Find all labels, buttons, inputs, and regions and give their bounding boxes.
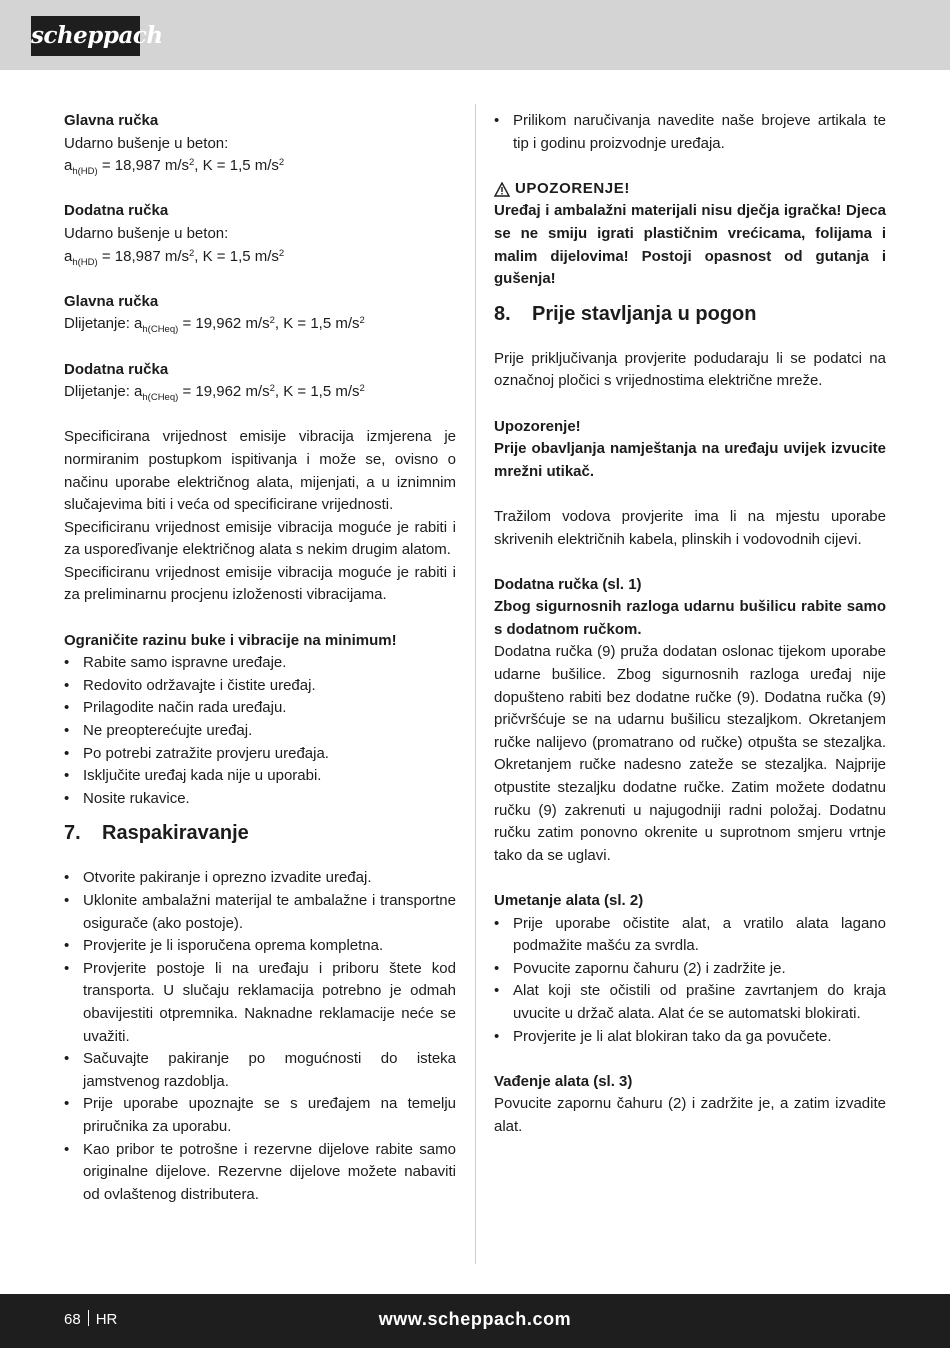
vib-value: $a_{h(HD)} = 18,987$ $m/s^2$, K = 1,5 $m/s^2$	[64, 157, 285, 178]
vibration-main-hammer	[64, 110, 456, 178]
list-item: • Sačuvajte pakiranje po mogućnosti do isteka jamstvenog razdoblja.	[64, 1048, 456, 1093]
limit-title: Ograničite razinu buke i vibracije na minimum!	[64, 631, 397, 649]
warning-block	[494, 178, 886, 291]
warning-text: Uređaj i ambalažni materijali nisu dječja igračka! Djeca se ne smiju igrati plastičnim vrećicama, folijama i malim dijelovima! Postoji opasnost od gutanja i gušenja!	[494, 202, 886, 288]
vibration-main-chisel	[64, 291, 456, 336]
vib-value: Dlijetanje: $a_{h(CHeq)} = 19,962$ $m/s^2$, K = 1,5 $m/s^2$	[64, 315, 365, 336]
right-column	[494, 110, 886, 1139]
page-header	[0, 0, 950, 70]
list-item: • Provjerite je li isporučena oprema kompletna.	[64, 935, 456, 958]
page-number: 68 HR	[64, 1311, 118, 1328]
vibration-aux-chisel	[64, 359, 456, 404]
list-item: • Uklonite ambalažni materijal te ambalažne i transportne osigurače (ako postoje).	[64, 890, 456, 935]
vib-title: Dodatna ručka	[64, 202, 169, 220]
remove-tool-paragraph: Povucite zapornu čahuru (2) i zadržite je, a zatim izvadite alat.	[494, 1095, 886, 1135]
section-heading-unpacking: 7. Raspakiravanje	[64, 822, 249, 845]
list-item: • Prije uporabe očistite alat, a vratilo alata lagano podmažite mašću za svrdla.	[494, 913, 886, 958]
order-list	[494, 110, 886, 155]
caution-title: Upozorenje!	[494, 417, 581, 435]
list-item: • Provjerite je li alat blokiran tako da ga povučete.	[494, 1026, 886, 1049]
spec-paragraph: Specificiranu vrijednost emisije vibracija moguće je rabiti i za usporeďivanje električnog alata s nekim drugim alatom.	[64, 518, 456, 559]
list-item: • Po potrebi zatražite provjeru uređaja.	[64, 743, 456, 766]
page-footer	[0, 1294, 950, 1348]
list-item: • Povucite zapornu čahuru (2) i zadržite je.	[494, 958, 886, 981]
detector-paragraph: Tražilom vodova provjerite ima li na mjestu uporabe skrivenih električnih kabela, plinskih i vodovodnih cijevi.	[494, 507, 886, 548]
list-item: • Prilagodite način rada uređaju.	[64, 697, 456, 720]
scheppach-logo: scheppach	[31, 16, 140, 56]
vib-mode: Udarno bušenje u beton:	[64, 224, 229, 242]
vib-title: Glavna ručka	[64, 292, 159, 310]
aux-handle-note: Zbog sigurnosnih razloga udarnu bušilicu rabite samo s dodatnom ručkom.	[494, 598, 886, 638]
list-item: • Redovito održavajte i čistite uređaj.	[64, 675, 456, 698]
vib-value: $a_{h(HD)} = 18,987$ $m/s^2$, K = 1,5 $m/s^2$	[64, 247, 285, 268]
website-link[interactable]: www.scheppach.com	[378, 1309, 572, 1329]
warning-triangle-icon	[494, 182, 510, 197]
check-paragraph: Prije priključivanja provjerite podudaraju li se podatci na označnoj pločici s vrijednostima električne mreže.	[494, 349, 886, 390]
vibration-aux-hammer	[64, 200, 456, 268]
aux-handle-title: Dodatna ručka (sl. 1)	[494, 575, 642, 593]
insert-tool-list	[494, 913, 886, 1049]
vib-title: Glavna ručka	[64, 112, 159, 129]
aux-handle-paragraph: Dodatna ručka (9) pruža dodatan oslonac tijekom uporabe udarne bušilice. Zbog sigurnosnih razloga uređaj nije dopušteno rabiti bez dodatne ručke (9). Dodatna ručka (9) pričvršćuje se na udarnu bušilicu stezaljkom. Okretanjem ručke nalijevo (promatrano od ručke) otpušta se stezaljka. Okretanjem ručke nadesno zateže se stezaljka. Najprije otpustite stezaljku dodatne ručke. Zatim možete dodatnu ručku (9) zakrenuti u najugodniji radni položaj. Dodatnu ručku zatim ponovno okrenite u suprotnom smjeru vrtnje tako da se uglavi.	[494, 643, 886, 864]
list-item: • Prilikom naručivanja navedite naše brojeve artikala te tip i godinu proizvodnje uređaja.	[494, 110, 886, 155]
column-divider	[475, 104, 476, 1264]
spec-paragraph: Specificiranu vrijednost emisije vibracija moguće je rabiti i za preliminarnu procjenu izloženosti vibracijama.	[64, 563, 456, 604]
vib-mode: Udarno bušenje u beton:	[64, 134, 229, 152]
spec-paragraph: Specificirana vrijednost emisije vibracija izmjerena je normiranim postupkom ispitivanja i može se, ovisno o načinu uporabe električnog alata, mijenjati, a u iznimnim slučajevima biti i veća od specificirane vrijednosti.	[64, 428, 456, 514]
insert-tool-title: Umetanje alata (sl. 2)	[494, 892, 644, 909]
unpack-list	[64, 867, 456, 1206]
list-item: • Prije uporabe upoznajte se s uređajem na temelju priručnika za uporabu.	[64, 1093, 456, 1138]
list-item: • Nosite rukavice.	[64, 788, 456, 811]
list-item: • Provjerite postoje li na uređaju i priboru štete kod transporta. U slučaju reklamacija potrebno je odmah obavijestiti otpremnika. Naknadne reklamacije neće se uvažiti.	[64, 958, 456, 1048]
section-heading-commissioning: 8. Prije stavljanja u pogon	[494, 302, 757, 325]
remove-tool-title: Vađenje alata (sl. 3)	[494, 1072, 633, 1090]
list-item: • Isključite uređaj kada nije u uporabi.	[64, 765, 456, 788]
list-item: • Ne preopterećujte uređaj.	[64, 720, 456, 743]
vib-title: Dodatna ručka	[64, 360, 169, 378]
caution-text: Prije obavljanja namještanja na uređaju uvijek izvucite mrežni utikač.	[494, 440, 886, 480]
vib-value: Dlijetanje: $a_{h(CHeq)} = 19,962$ $m/s^2$, K = 1,5 $m/s^2$	[64, 383, 365, 404]
list-item: • Alat koji ste očistili od prašine zavrtanjem do kraja uvucite u držač alata. Alat će se automatski blokirati.	[494, 980, 886, 1025]
list-item: • Otvorite pakiranje i oprezno izvadite uređaj.	[64, 867, 456, 890]
left-column	[64, 110, 456, 1206]
list-item: • Rabite samo ispravne uređaje.	[64, 652, 456, 675]
warning-heading: UPOZORENJE!	[494, 178, 886, 201]
list-item: • Kao pribor te potrošne i rezervne dijelove rabite samo originalne dijelove. Rezervne dijelove možete nabaviti od ovlaštenog distributera.	[64, 1139, 456, 1207]
limit-list	[64, 652, 456, 810]
